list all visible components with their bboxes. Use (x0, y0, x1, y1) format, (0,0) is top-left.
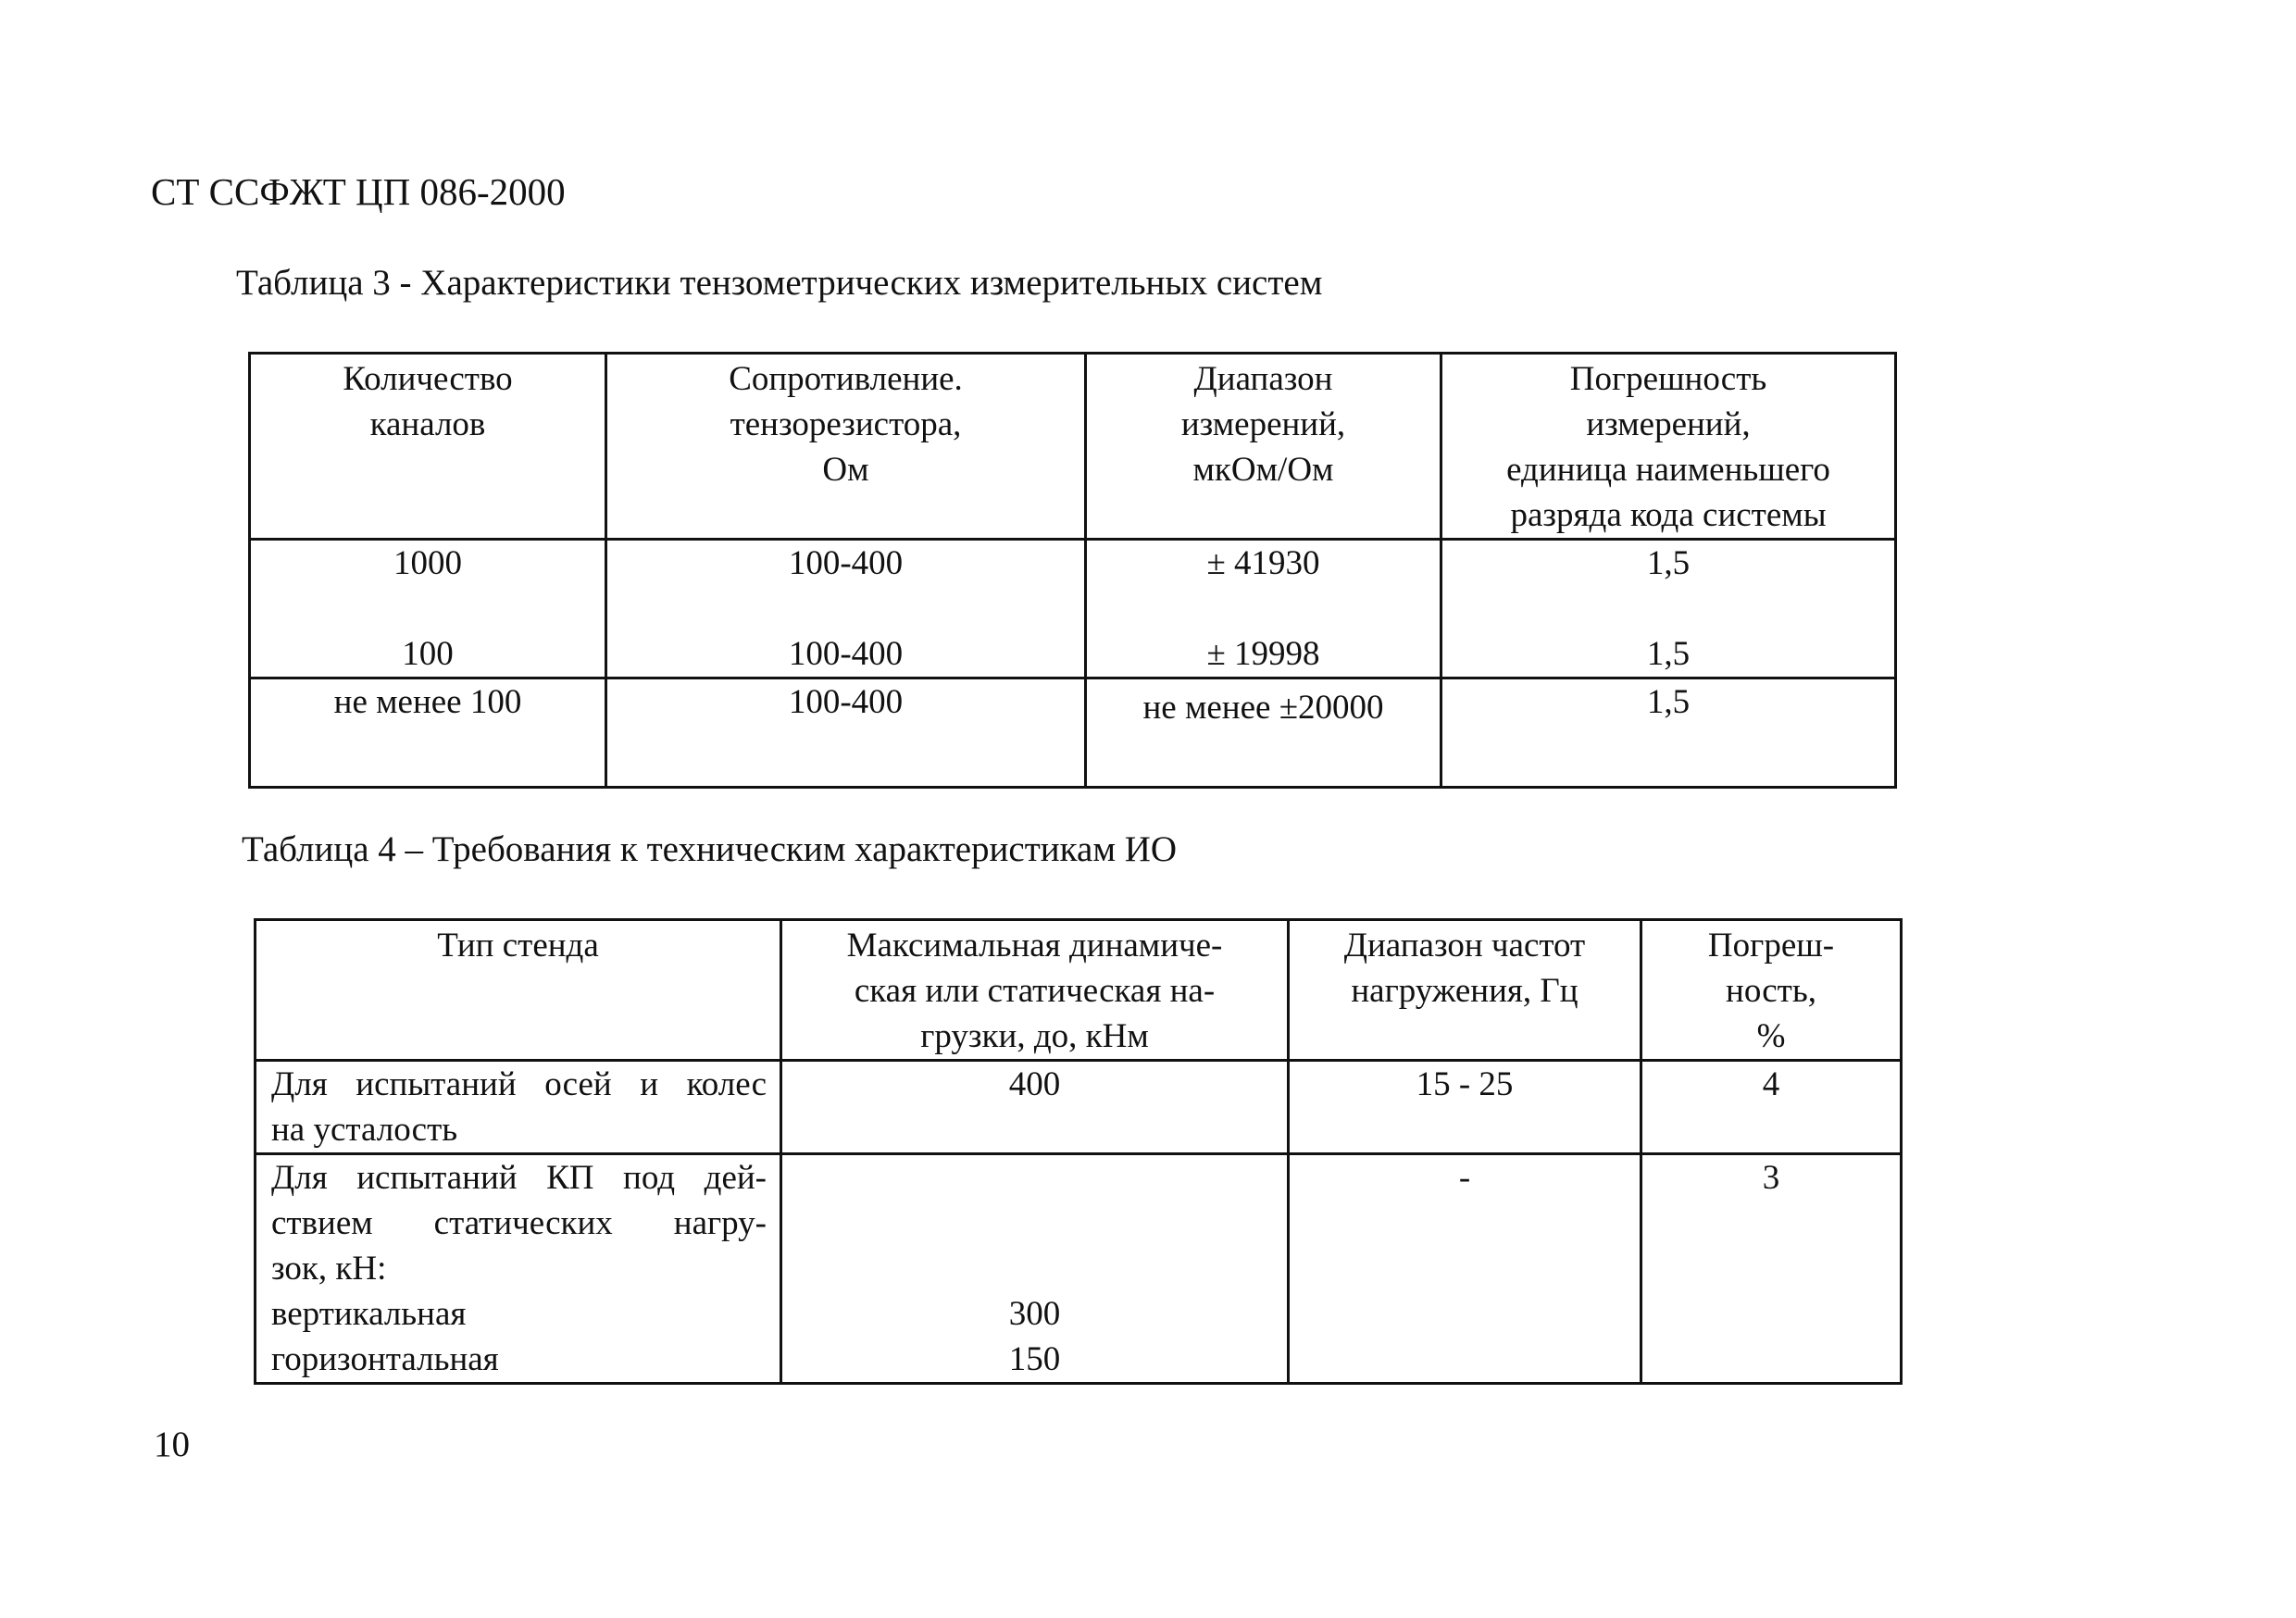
header-line: измерений, (1180, 405, 1346, 443)
table-row (256, 1154, 1902, 1384)
table3-caption: Таблица 3 - Характеристики тензометрических измерительных систем (236, 263, 1323, 303)
table3-cell-range (1086, 540, 1441, 678)
cell-value: 1,5 (1646, 635, 1691, 673)
header-line: % (1756, 1017, 1786, 1055)
cell-line: Для испытаний КП под дей- (271, 1159, 767, 1197)
header-line: единица наименьшего (1506, 451, 1830, 489)
table3-cell-error: 1,5 (1441, 678, 1896, 788)
header-line: мкОм/Ом (1192, 451, 1334, 489)
table4-header-error (1641, 920, 1902, 1061)
table4-header-load (781, 920, 1289, 1061)
header-line: Тип стенда (437, 927, 599, 965)
cell-value: 1000 (393, 544, 462, 582)
table4-header-frequency (1289, 920, 1641, 1061)
cell-line: Для испытаний осей и колес (271, 1065, 767, 1103)
table3-cell-resistance (606, 540, 1086, 678)
table-row (250, 540, 1896, 678)
table3-cell-channels (250, 540, 606, 678)
cell-line: вертикальная (271, 1295, 467, 1333)
table4-header-type (256, 920, 781, 1061)
header-line: разряда кода системы (1510, 496, 1827, 534)
header-line: тензорезистора, (730, 405, 962, 443)
header-line: грузки, до, кНм (920, 1017, 1149, 1055)
header-line: Погреш- (1707, 927, 1835, 965)
table4-cell-type (256, 1154, 781, 1384)
table3-cell-error (1441, 540, 1896, 678)
header-line: каналов (369, 405, 486, 443)
header-line: ская или статическая на- (854, 972, 1216, 1010)
cell-value: ± 19998 (1206, 635, 1320, 673)
cell-value: 100 (402, 635, 454, 673)
cell-line: ствием статических нагру- (271, 1204, 767, 1242)
cell-value: 150 (1008, 1340, 1061, 1378)
table3 (248, 352, 1897, 789)
header-line: Количество (343, 360, 513, 398)
header-line: нагружения, Гц (1351, 972, 1578, 1010)
table3-cell-range (1086, 678, 1441, 788)
blank-line (782, 1246, 1287, 1291)
table4-cell-load: 400 (781, 1061, 1289, 1154)
header-line: измерений, (1586, 405, 1751, 443)
cell-line: зок, кН: (271, 1250, 387, 1288)
blank-line (782, 1155, 1287, 1201)
table4-cell-type (256, 1061, 781, 1154)
table4-cell-frequency: - (1289, 1154, 1641, 1384)
cell-line: горизонтальная (271, 1340, 499, 1378)
table4-header-row (256, 920, 1902, 1061)
header-line: Диапазон частот (1343, 927, 1586, 965)
table4-cell-error: 3 (1641, 1154, 1902, 1384)
table3-cell-channels: не менее 100 (250, 678, 606, 788)
cell-value: 300 (1008, 1295, 1061, 1333)
header-line: Сопротивление. (729, 360, 963, 398)
table4-cell-load (781, 1154, 1289, 1384)
table4-cell-frequency: 15 - 25 (1289, 1061, 1641, 1154)
header-line: ность, (1726, 972, 1816, 1010)
cell-value: 100-400 (788, 635, 904, 673)
table4 (254, 918, 1903, 1385)
table4-cell-error: 4 (1641, 1061, 1902, 1154)
table3-header-error (1441, 354, 1896, 540)
header-line: Диапазон (1193, 360, 1333, 398)
table4-caption: Таблица 4 – Требования к техническим характеристикам ИО (242, 829, 1178, 869)
page-number: 10 (154, 1425, 190, 1464)
header-line: Максимальная динамиче- (846, 927, 1223, 965)
table3-header-resistance (606, 354, 1086, 540)
table3-cell-resistance: 100-400 (606, 678, 1086, 788)
cell-line: на усталость (271, 1111, 458, 1149)
cell-value: 1,5 (1646, 544, 1691, 582)
cell-value: ± 41930 (1206, 544, 1320, 582)
document-code: СТ ССФЖТ ЦП 086-2000 (151, 170, 566, 213)
table3-header-row (250, 354, 1896, 540)
cell-value: не менее ±20000 (1142, 689, 1384, 727)
header-line: Ом (822, 451, 869, 489)
blank-line (782, 1201, 1287, 1246)
table3-header-channels (250, 354, 606, 540)
table-row (256, 1061, 1902, 1154)
table-row (250, 678, 1896, 788)
table3-header-range (1086, 354, 1441, 540)
header-line: Погрешность (1569, 360, 1767, 398)
cell-value: 100-400 (788, 544, 904, 582)
